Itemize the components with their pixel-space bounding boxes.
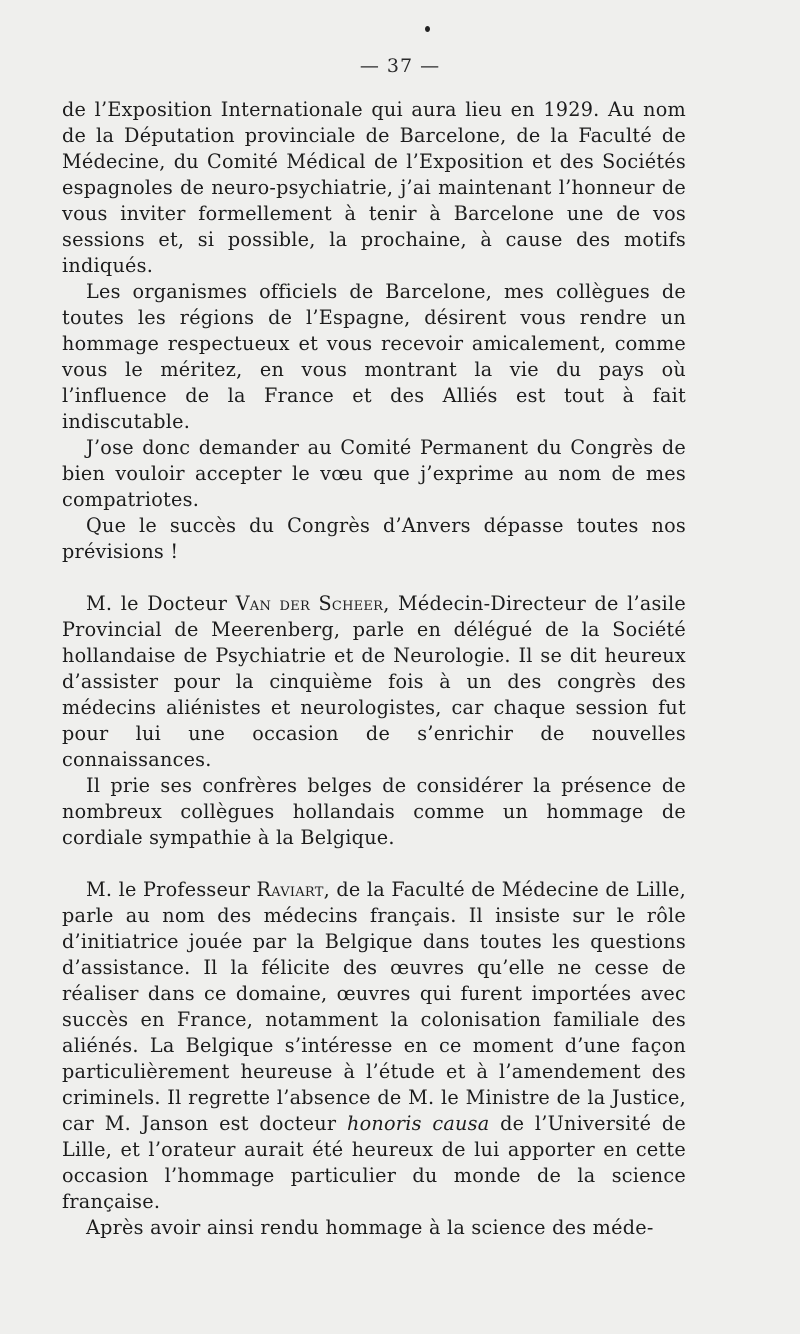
speaker-name: Raviart: [256, 878, 324, 901]
page-number: — 37 —: [359, 55, 441, 77]
speaker-prefix: M. le Professeur: [86, 878, 257, 901]
paragraph-van-der-scheer: [62, 591, 686, 773]
ink-speck: [425, 26, 430, 32]
speaker-name: Van der Scheer: [235, 592, 384, 615]
paragraph-dutch-colleagues: Il prie ses confrères belges de considérer la présence de nombreux collègues hollandais comme un hommage de cordiale sympathie à la Belgique.: [62, 774, 686, 849]
paragraph-closing-fragment: Après avoir ainsi rendu hommage à la science des méde-: [86, 1216, 654, 1239]
paragraph-body-before-italic: , de la Faculté de Médecine de Lille, parle au nom des médecins français. Il insiste sur le rôle d’initiatrice jouée par la Belgique dans toutes les questions d’assistance. Il la félicite des œuvres qu’elle ne cesse de réaliser dans ce domaine, œuvres qui furent importées avec succès en France, notamment la colonisation familiale des aliénés. La Belgique s’intéresse en ce moment d’une façon particulièrement heureuse à l’étude et à l’amendement des criminels. Il regrette l’absence de M. le Ministre de la Justice, car M. Janson est docteur: [62, 878, 686, 1135]
paragraph-antwerp-wish: Que le succès du Congrès d’Anvers dépasse toutes nos prévisions !: [62, 514, 686, 563]
italic-phrase: honoris causa: [346, 1112, 490, 1135]
paragraph-exposition-invitation: de l’Exposition Internationale qui aura lieu en 1929. Au nom de la Députation provinciale de Barcelone, de la Faculté de Médecine, du Comité Médical de l’Exposition et des Sociétés espagnoles de neuro-psychiatrie, j’ai maintenant l’honneur de vous inviter formellement à tenir à Barcelone une de vos sessions et, si possible, la prochaine, à cause des motifs indiqués.: [62, 98, 686, 277]
paragraph-raviart: [62, 877, 686, 1215]
paragraph-body: , Médecin-Directeur de l’asile Provincial de Meerenberg, parle en délégué de la Société hollandaise de Psychiatrie et de Neurologie. Il se dit heureux d’assister pour la cinquième fois à un des congrès des médecins aliénistes et neurologistes, car chaque session fut pour lui une occasion de s’enrichir de nouvelles connaissances.: [62, 592, 687, 771]
paragraph-barcelona-organisms: Les organismes officiels de Barcelone, mes collègues de toutes les régions de l’Espagne, désirent vous rendre un hommage respectueux et vous recevoir amicalement, comme vous le méritez, en vous montrant la vie du pays où l’influence de la France et des Alliés est tout à fait indiscutable.: [62, 280, 686, 433]
paragraph-permanent-committee: J’ose donc demander au Comité Permanent du Congrès de bien vouloir accepter le vœu que j’exprime au nom de mes compatriotes.: [62, 436, 686, 511]
body-text: [62, 97, 686, 1241]
paragraph-body-after-italic: de l’Université de Lille, et l’orateur aurait été heureux de lui apporter en cette occasion l’hommage particulier du monde de la science française.: [62, 1112, 687, 1213]
speaker-prefix: M. le Docteur: [86, 592, 236, 615]
